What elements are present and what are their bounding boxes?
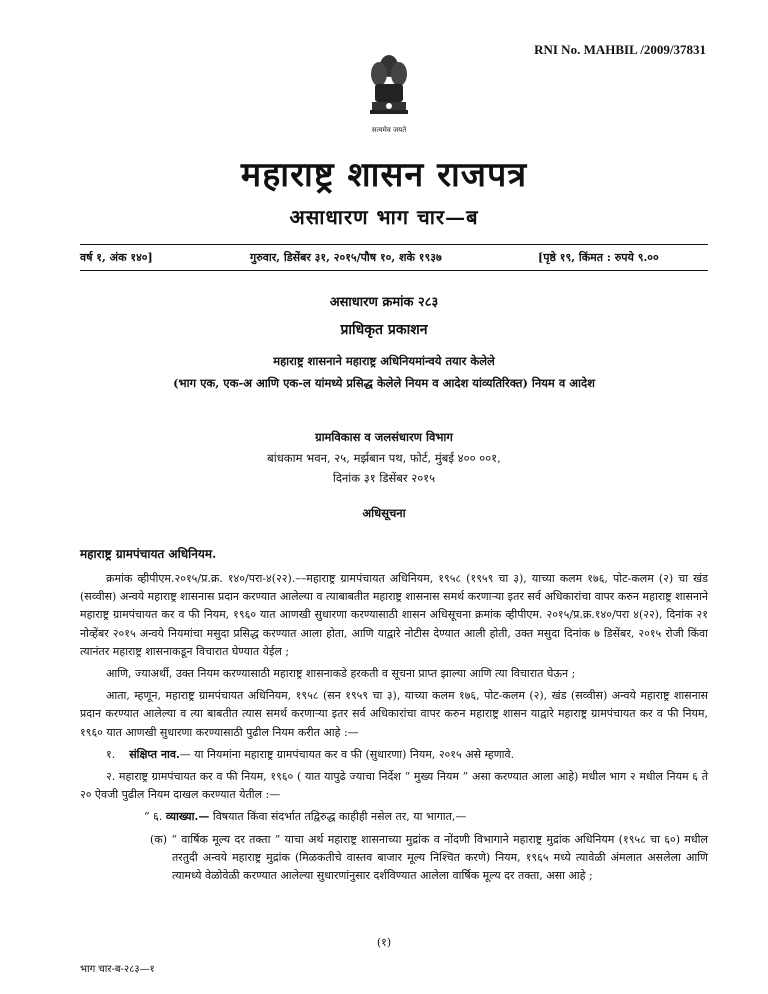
rule-1-number: १. xyxy=(106,747,116,761)
volume-issue: वर्ष १, अंक १४०] xyxy=(80,251,153,264)
clause-a: (क) “ वार्षिक मूल्य दर तक्ता ” याचा अर्थ महाराष्ट्र शासनाच्या मुद्रांक व नोंदणी विभागाने महाराष्ट्र मुद्रांक अधिनियम (१९५८ चा ६०) मधील तरतुदी अन्वये महाराष्ट्र मुद्रांक (मिळकतीचे वास्तव बाजार मूल्य निश्चित करणे) नियम, १९६५ मध्ये त्यावेळी अंमलात असलेला आणि त्यामध्ये वेळोवेळी करण्यात आलेल्या सुधारणांनुसार दर्शविण्यात आलेला वार्षिक मूल्य दर तक्ता, असा आहे ; xyxy=(150,832,708,883)
footer-reference: भाग चार-ब-२८३—१ xyxy=(80,964,155,975)
rule-2: २. महाराष्ट्र ग्रामपंचायत कर व फी नियम, १९६० ( यात यापुढे ज्याचा निर्देश “ मुख्य नियम ” असा करण्यात आला आहे) मधील भाग २ मधील नियम ६ ते २० ऐवजी पुढील नियम दाखल करण्यात येतील :— xyxy=(80,770,708,802)
department-date: दिनांक ३१ डिसेंबर २०१५ xyxy=(332,471,436,485)
extraordinary-number: असाधारण क्रमांक २८३ xyxy=(329,295,439,310)
issue-description-2: (भाग एक, एक-अ आणि एक-ल यांमध्ये प्रसिद्ध केलेले नियम व आदेश यांव्यतिरिक्त) नियम व आदेश xyxy=(173,376,595,390)
pages-price: [पृष्ठे १९, किंमत : रुपये ९.०० xyxy=(538,251,659,264)
rule-1 xyxy=(80,746,708,764)
notification-heading: अधिसूचना xyxy=(362,506,406,520)
department-name: ग्रामविकास व जलसंधारण विभाग xyxy=(315,430,453,444)
rule-6-number: “ ६. xyxy=(144,810,163,824)
rule-1-title: संक्षिप्त नाव. xyxy=(129,747,180,761)
state-emblem-icon xyxy=(366,52,412,148)
preamble-paragraph-3: आता, म्हणून, महाराष्ट्र ग्रामपंचायत अधिनियम, १९५८ (सन १९५९ चा ३), याच्या कलम १७६, पोट-कलम (२), खंड (सव्वीस) अन्वये महाराष्ट्र शासनास प्रदान करण्यात आलेल्या व त्या बाबतीत त्यास समर्थ करणाऱ्या इतर सर्व अधिकारांचा वापर करुन महाराष्ट्र शासन याद्वारे महाराष्ट्र ग्रामपंचायत कर व फी नियम, १९६० यात आणखी सुधारणा करण्यासाठी पुढील नियम करीत आहे :— xyxy=(80,689,708,739)
rule-6 xyxy=(144,808,708,826)
rni-number: RNI No. MAHBIL /2009/37831 xyxy=(534,42,706,57)
preamble-paragraph-2: आणि, ज्याअर्थी, उक्त नियम करण्यासाठी महाराष्ट्र शासनाकडे हरकती व सूचना प्राप्त झाल्या आणि त्या विचारात घेऊन ; xyxy=(106,667,576,681)
header-rule-top xyxy=(80,244,708,245)
rule-1-text: — या नियमांना महाराष्ट्र ग्रामपंचायत कर व फी (सुधारणा) नियम, २०१५ असे म्हणावे. xyxy=(179,747,515,761)
notification-body xyxy=(80,570,708,889)
emblem-motto: सत्यमेव जयते xyxy=(371,126,407,134)
preamble-paragraph-1: क्रमांक व्हीपीएम.२०१५/प्र.क्र. १४०/परा-४(२२).––महाराष्ट्र ग्रामपंचायत अधिनियम, १९५८ (१९५९ चा ३), याच्या कलम १७६, पोट-कलम (२) चा खंड (सव्वीस) अन्वये महाराष्ट्र शासनास प्रदान करण्यात आलेल्या व त्याबाबतीत महाराष्ट्र शासनास समर्थ करणाऱ्या इतर सर्व अधिकारांचा वापर करुन महाराष्ट्र शासनाने महाराष्ट्र ग्रामपंचायत कर व फी नियम, १९६० यात आणखी सुधारणा करण्यासाठी शासन अधिसूचना क्रमांक व्हीपीएम. २०१५/प्र.क्र.१४०/परा ४(२२), दिनांक २१ नोव्हेंबर २०१५ अन्वये नियमांचा मसुदा प्रसिद्ध करण्यात आला होता, आणि याद्वारे नोटीस देण्यात आली होती, उक्त मसुदा दिनांक ७ डिसेंबर, २०१५ रोजी किंवा त्यानंतर महाराष्ट्र शासनाकडून विचारात घेण्यात येईल ; xyxy=(80,572,708,658)
act-name: महाराष्ट्र ग्रामपंचायत अधिनियम. xyxy=(80,547,217,561)
gazette-title: महाराष्ट्र शासन राजपत्र xyxy=(240,155,528,195)
header-rule-bottom xyxy=(80,270,708,271)
department-address: बांधकाम भवन, २५, मर्झबान पथ, फोर्ट, मुंबई ४०० ००१, xyxy=(267,451,501,465)
publication-date: गुरुवार, डिसेंबर ३१, २०१५/पौष १०, शके १९३७ xyxy=(250,251,442,264)
gazette-subtitle: असाधारण भाग चार—ब xyxy=(289,205,479,229)
authorized-publication: प्राधिकृत प्रकाशन xyxy=(340,322,428,338)
issue-description-1: महाराष्ट्र शासनाने महाराष्ट्र अधिनियमांन्वये तयार केलेले xyxy=(273,354,495,368)
rule-6-title: व्याख्या.— xyxy=(165,810,210,824)
rule-6-text: विषयात किंवा संदर्भात तद्विरुद्ध काहीही नसेल तर, या भागात,— xyxy=(209,810,467,824)
page-number: (१) xyxy=(376,936,392,949)
